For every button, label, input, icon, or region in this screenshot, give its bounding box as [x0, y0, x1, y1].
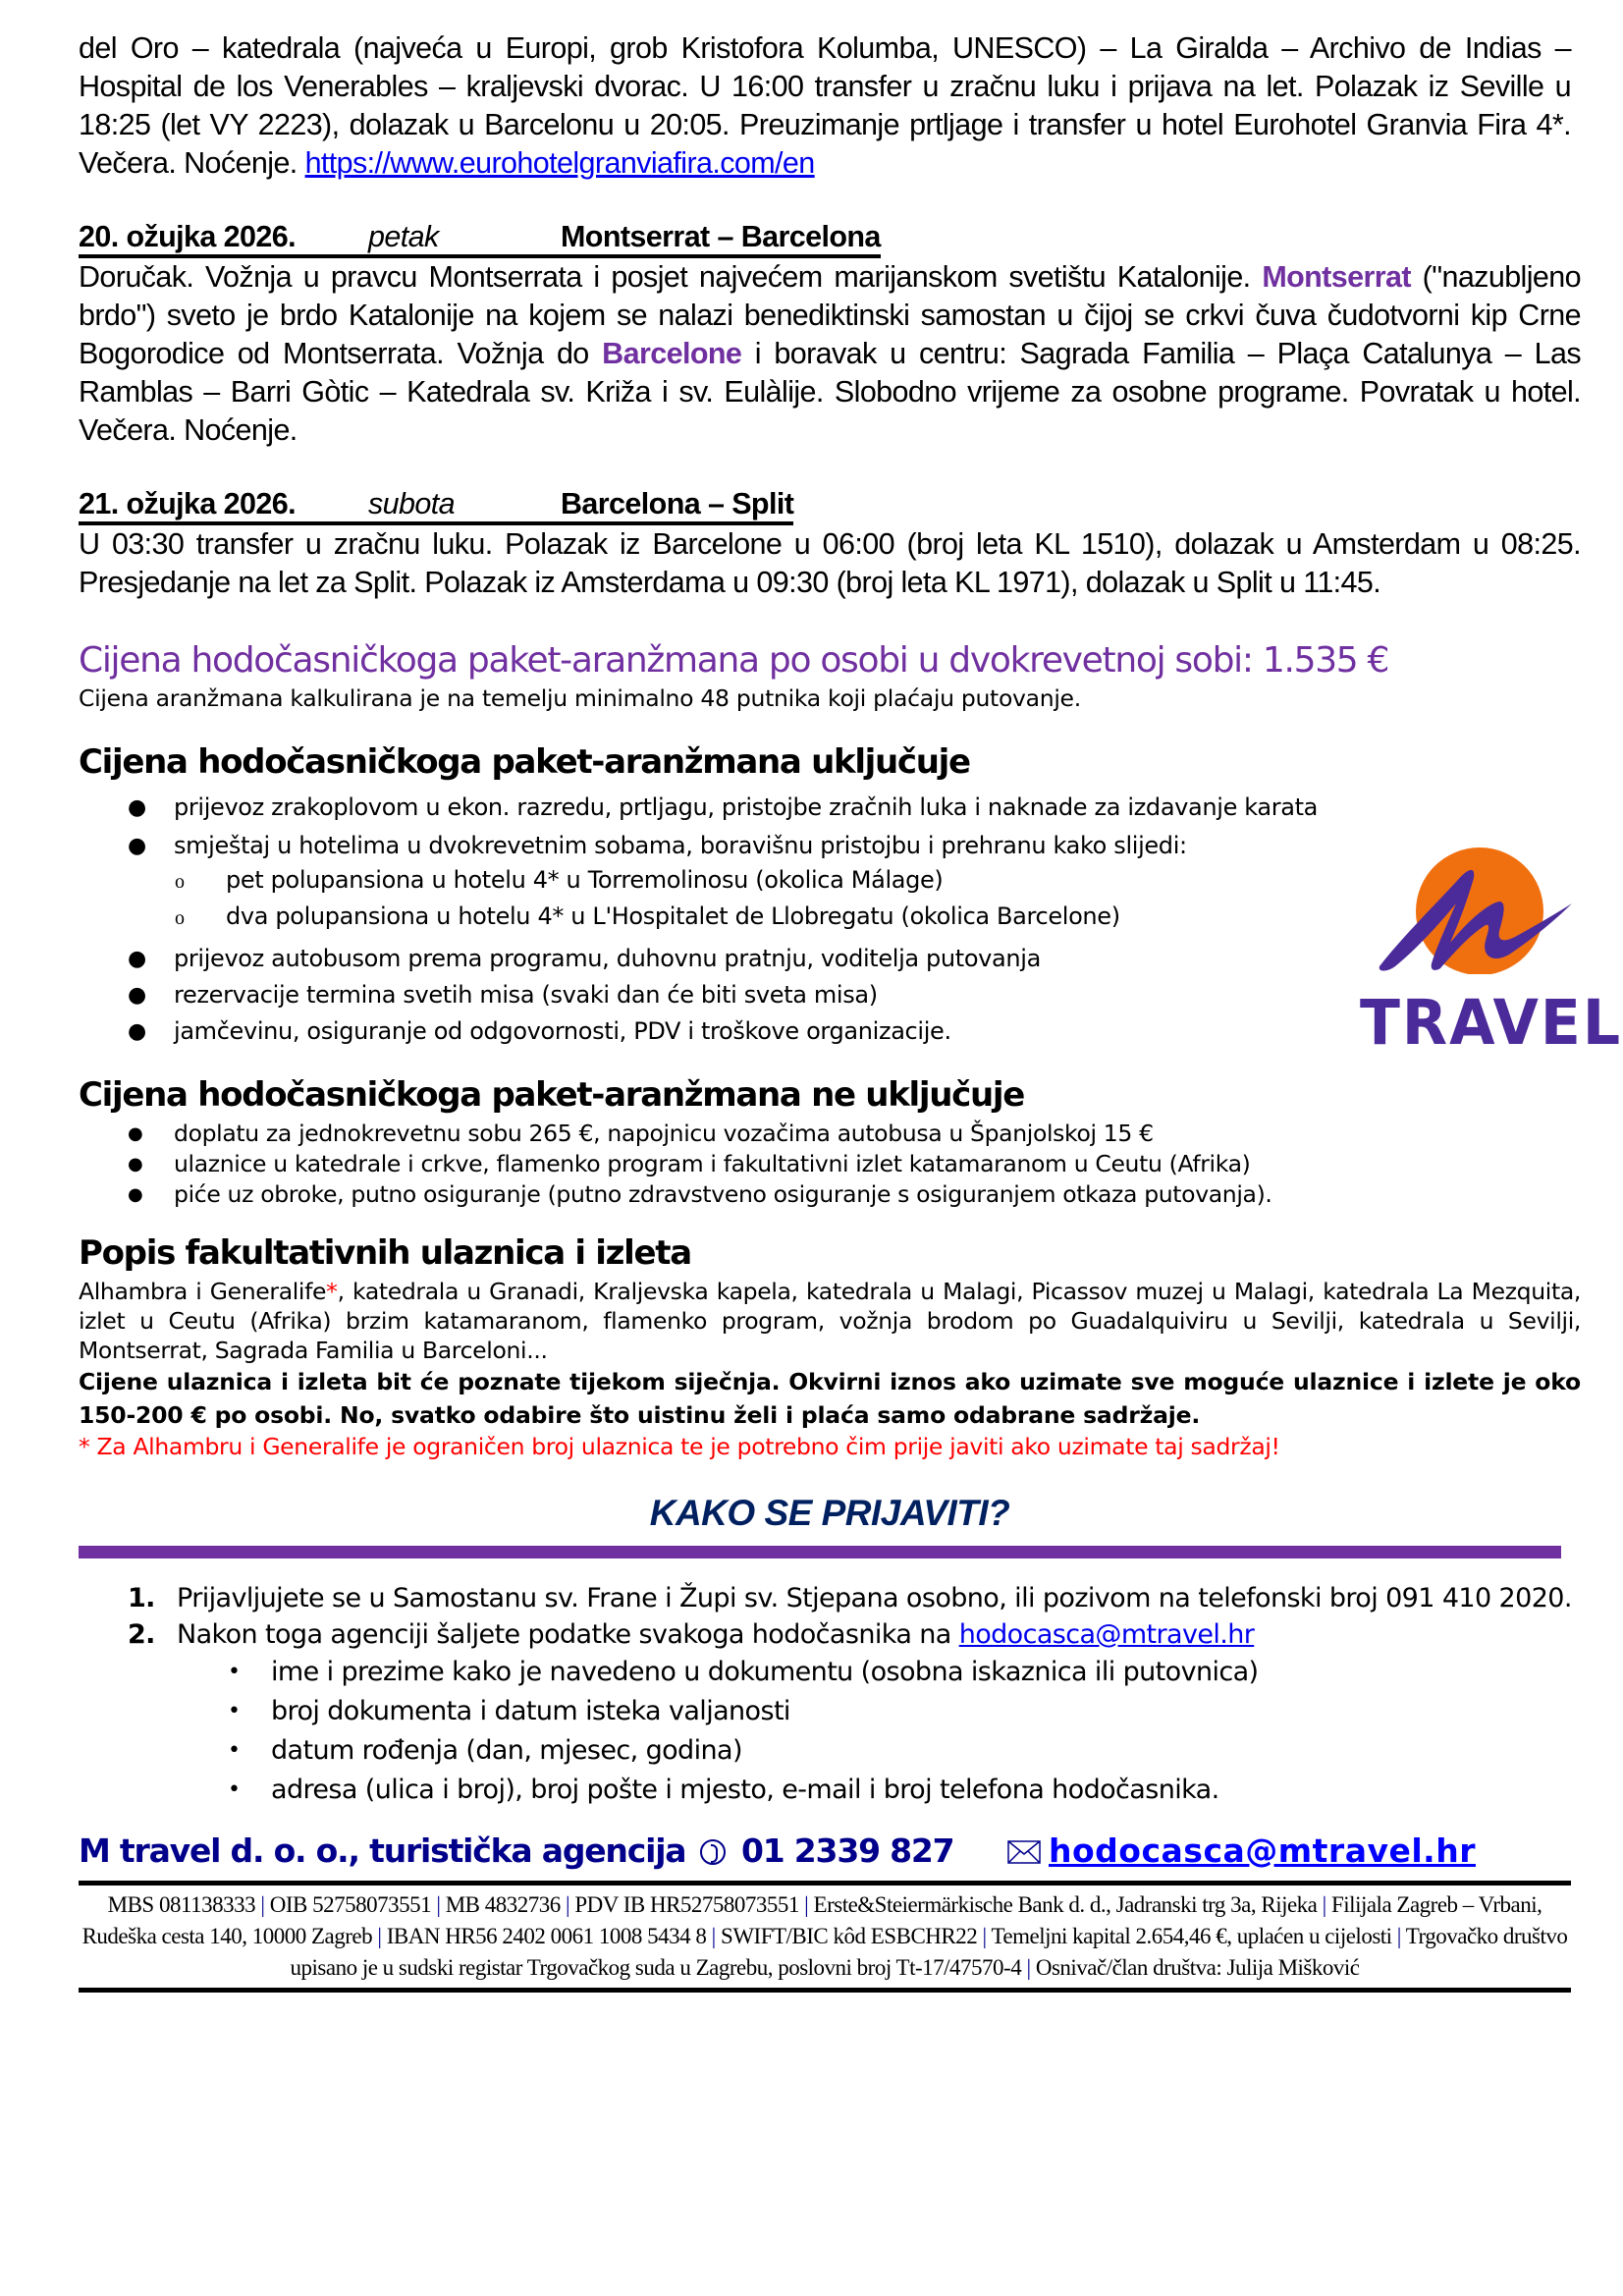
- excludes-list: [79, 1119, 1581, 1210]
- includes-list: [79, 790, 1581, 1050]
- day-date: 20. ožujka 2026.: [79, 220, 296, 253]
- bullet-icon: ●: [128, 1184, 143, 1205]
- document-page: [79, 29, 1623, 1993]
- optional-note: * Za Alhambru i Generalife je ograničen broj ulaznica te je potrebno čim prije javiti ako uzimate taj sadržaj!: [79, 1433, 1280, 1460]
- list-item: ● prijevoz zrakoplovom u ekon. razredu, prtljagu, pristojbe zračnih luka i naknade za izdavanje karata: [79, 790, 1581, 826]
- detail-item: • datum rođenja (dan, mjesec, godina): [177, 1731, 1581, 1771]
- legal-info: MBS 081138333 | OIB 52758073551 | MB 4832736 | PDV IB HR52758073551 | Erste&Steiermärkische Bank d. d., Jadranski trg 3a, Rijeka | Filijala Zagreb – Vrbani, Rudeška cesta 140, 10000 Zagreb | IBAN HR56 2402 0061 1008 5434 8 | SWIFT/BIC kôd ESBCHR22 | Temeljni kapital 2.654,46 €, uplaćen u cijelosti | Trgovačko društvo upisano je u sudski registar Trgovačkog suda u Zagrebu, poslovni broj Tt-17/47570-4 | Osnivač/član društva: Julija Mišković: [81, 1892, 1568, 1980]
- signup-heading: KAKO SE PRIJAVITI?: [649, 1493, 1010, 1533]
- optional-heading: Popis fakultativnih ulaznica i izleta: [79, 1233, 691, 1273]
- highlight-montserrat: Montserrat: [1262, 260, 1411, 294]
- footer-email-link[interactable]: hodocasca@mtravel.hr: [1049, 1831, 1476, 1870]
- company-name: M travel d. o. o., turistička agencija: [79, 1831, 686, 1870]
- day-heading: [79, 486, 793, 525]
- list-item: ● ulaznice u katedrale i crkve, flamenko program i fakultativni izlet katamaranom u Ceutu (Afrika): [128, 1150, 1251, 1177]
- optional-body: [79, 1277, 1581, 1461]
- ring-bullet-icon: o: [175, 871, 185, 893]
- list-item: ● piće uz obroke, putno osiguranje (putno zdravstveno osiguranje s osiguranjem otkaza putovanja).: [128, 1180, 1272, 1208]
- ring-bullet-icon: o: [175, 907, 185, 929]
- bullet-icon: ●: [128, 983, 146, 1008]
- signup-email-link[interactable]: hodocasca@mtravel.hr: [958, 1619, 1255, 1650]
- bullet-icon: ●: [128, 1154, 143, 1175]
- footer-bottom-rule: [79, 1988, 1571, 1993]
- day-route: Barcelona – Split: [561, 487, 794, 520]
- day-weekday: subota: [368, 487, 455, 520]
- intro-paragraph: [79, 29, 1571, 183]
- bullet-icon: •: [228, 1660, 241, 1684]
- sublist-item: o pet polupansiona u hotelu 4* u Torremolinosu (okolica Málage): [79, 862, 1581, 899]
- includes-section: [79, 740, 1623, 1060]
- day-section-20: [79, 219, 1581, 450]
- optional-price-info: Cijene ulaznica i izleta bit će poznate tijekom siječnja. Okvirni iznos ako uzimate sve moguće ulaznice i izlete je oko 150-200 € po osobi. No, svatko odabire što uistinu želi i plaća samo odabrane sadržaje.: [79, 1368, 1581, 1429]
- optional-list-text: Alhambra i Generalife*, katedrala u Granadi, Kraljevska kapela, katedrala u Malagi, Picassov muzej u Malagi, katedrala La Mezquita, izlet u Ceutu (Afrika) brzim katamaranom, flamenko program, vožnja brodom po Guadalquiviru u Sevilji, katedrala u Sevilji, Montserrat, Sagrada Familia u Barceloni...: [79, 1278, 1582, 1364]
- sublist-container: [79, 862, 1581, 935]
- bullet-icon: ●: [128, 947, 146, 971]
- excludes-heading: Cijena hodočasničkoga paket-aranžmana ne uključuje: [79, 1075, 1025, 1115]
- envelope-icon: [1007, 1840, 1041, 1864]
- company-phone: 01 2339 827: [740, 1831, 954, 1870]
- optional-section: [79, 1231, 1581, 1461]
- list-item: ● smještaj u hotelima u dvokrevetnim sobama, boravišnu pristojbu i prehranu kako slijedi:: [79, 830, 1581, 862]
- m-logo-icon: [1360, 847, 1586, 974]
- signup-divider: [79, 1546, 1561, 1558]
- step-item: 2. Nakon toga agenciji šaljete podatke svakoga hodočasnika na hodocasca@mtravel.hr • ime i prezime kako je navedeno u dokumentu (osobna iskaznica ili putovnica) • broj dokumenta i datum isteka valjanosti • datum rođenja (dan, mjesec, godina) • adresa (ulica i broj), broj pošte i mjesto, e-mail i broj telefona hodočasnika.: [79, 1616, 1581, 1810]
- day-description: Doručak. Vožnja u pravcu Montserrata i posjet najvećem marijanskom svetištu Katalonije. Montserrat ("nazubljeno brdo") sveto je brdo Katalonije na kojem se nalazi benediktinski samostan u čijoj se crkvi čuva čudotvorni kip Crne Bogorodice od Montserrata. Vožnja do Barcelone i boravak u centru: Sagrada Familia – Plaça Catalunya – Las Ramblas – Barri Gòtic – Katedrala sv. Križa i sv. Eulàlije. Slobodno vrijeme za osobne programe. Povratak u hotel. Večera. Noćenje.: [79, 260, 1581, 447]
- bullet-icon: ●: [128, 1123, 143, 1144]
- bullet-icon: •: [228, 1699, 241, 1723]
- bullet-icon: ●: [128, 834, 146, 858]
- price-note: Cijena aranžmana kalkulirana je na temelju minimalno 48 putnika koji plaćaju putovanje.: [79, 684, 1081, 712]
- list-item: ● doplatu za jednokrevetnu sobu 265 €, napojnicu vozačima autobusa u Španjolskoj 15 €: [128, 1120, 1154, 1147]
- includes-sublist: [79, 862, 1581, 935]
- price-section: [79, 638, 1581, 713]
- day-date: 21. ožujka 2026.: [79, 487, 296, 520]
- bullet-icon: •: [228, 1738, 241, 1763]
- travel-wordmark: TRAVEL: [1360, 987, 1623, 1060]
- footer: [79, 1831, 1581, 1993]
- includes-heading: Cijena hodočasničkoga paket-aranžmana uključuje: [79, 742, 970, 782]
- price-title: Cijena hodočasničkoga paket-aranžmana po osobi u dvokrevetnoj sobi: 1.535 €: [79, 640, 1389, 681]
- detail-item: • broj dokumenta i datum isteka valjanosti: [177, 1692, 1581, 1731]
- day-heading: [79, 219, 881, 258]
- signup-details: [177, 1653, 1581, 1810]
- asterisk-mark: *: [326, 1278, 338, 1305]
- list-item: ● rezervacije termina svetih misa (svaki dan će biti sveta misa): [79, 977, 1581, 1013]
- day-description: U 03:30 transfer u zračnu luku. Polazak iz Barcelone u 06:00 (broj leta KL 1510), dolazak u Amsterdam u 08:25. Presjedanje na let za Split. Polazak iz Amsterdama u 09:30 (broj leta KL 1971), dolazak u Split u 11:45.: [79, 527, 1581, 599]
- phone-icon: [700, 1839, 726, 1865]
- day-section-21: [79, 486, 1581, 602]
- list-item: ● prijevoz autobusom prema programu, duhovnu pratnju, voditelja putovanja: [79, 941, 1581, 977]
- excludes-section: [79, 1073, 1581, 1210]
- sublist-item: o dva polupansiona u hotelu 4* u L'Hospitalet de Llobregatu (okolica Barcelone): [79, 899, 1581, 935]
- day-weekday: petak: [368, 220, 439, 253]
- list-item: ● jamčevinu, osiguranje od odgovornosti, PDV i troškove organizacije.: [79, 1013, 1581, 1050]
- day-route: Montserrat – Barcelona: [561, 220, 881, 253]
- step-item: 1. Prijavljujete se u Samostanu sv. Frane i Župi sv. Stjepana osobno, ili pozivom na telefonski broj 091 410 2020.: [128, 1583, 1572, 1613]
- m-travel-logo: [1360, 847, 1623, 1102]
- hotel-link[interactable]: https://www.eurohotelgranviafira.com/en: [304, 146, 815, 180]
- company-line: [79, 1831, 1581, 1877]
- bullet-icon: ●: [128, 795, 146, 820]
- highlight-barcelona: Barcelone: [602, 337, 742, 370]
- bullet-icon: •: [228, 1777, 241, 1802]
- detail-item: • adresa (ulica i broj), broj pošte i mjesto, e-mail i broj telefona hodočasnika.: [177, 1771, 1581, 1810]
- intro-text: del Oro – katedrala (najveća u Europi, grob Kristofora Kolumba, UNESCO) – La Giralda – Archivo de Indias – Hospital de los Venerables – kraljevski dvorac. U 16:00 transfer u zračnu luku i prijava na let. Polazak iz Seville u 18:25 (let VY 2223), dolazak u Barcelonu u 20:05. Preuzimanje prtljage i transfer u hotel Eurohotel Granvia Fira 4*. Večera. Noćenje.: [79, 31, 1571, 180]
- detail-item: • ime i prezime kako je navedeno u dokumentu (osobna iskaznica ili putovnica): [177, 1653, 1581, 1692]
- signup-section: [79, 1493, 1581, 1810]
- signup-steps: [79, 1580, 1581, 1810]
- bullet-icon: ●: [128, 1019, 146, 1044]
- footer-top-rule: [79, 1881, 1571, 1886]
